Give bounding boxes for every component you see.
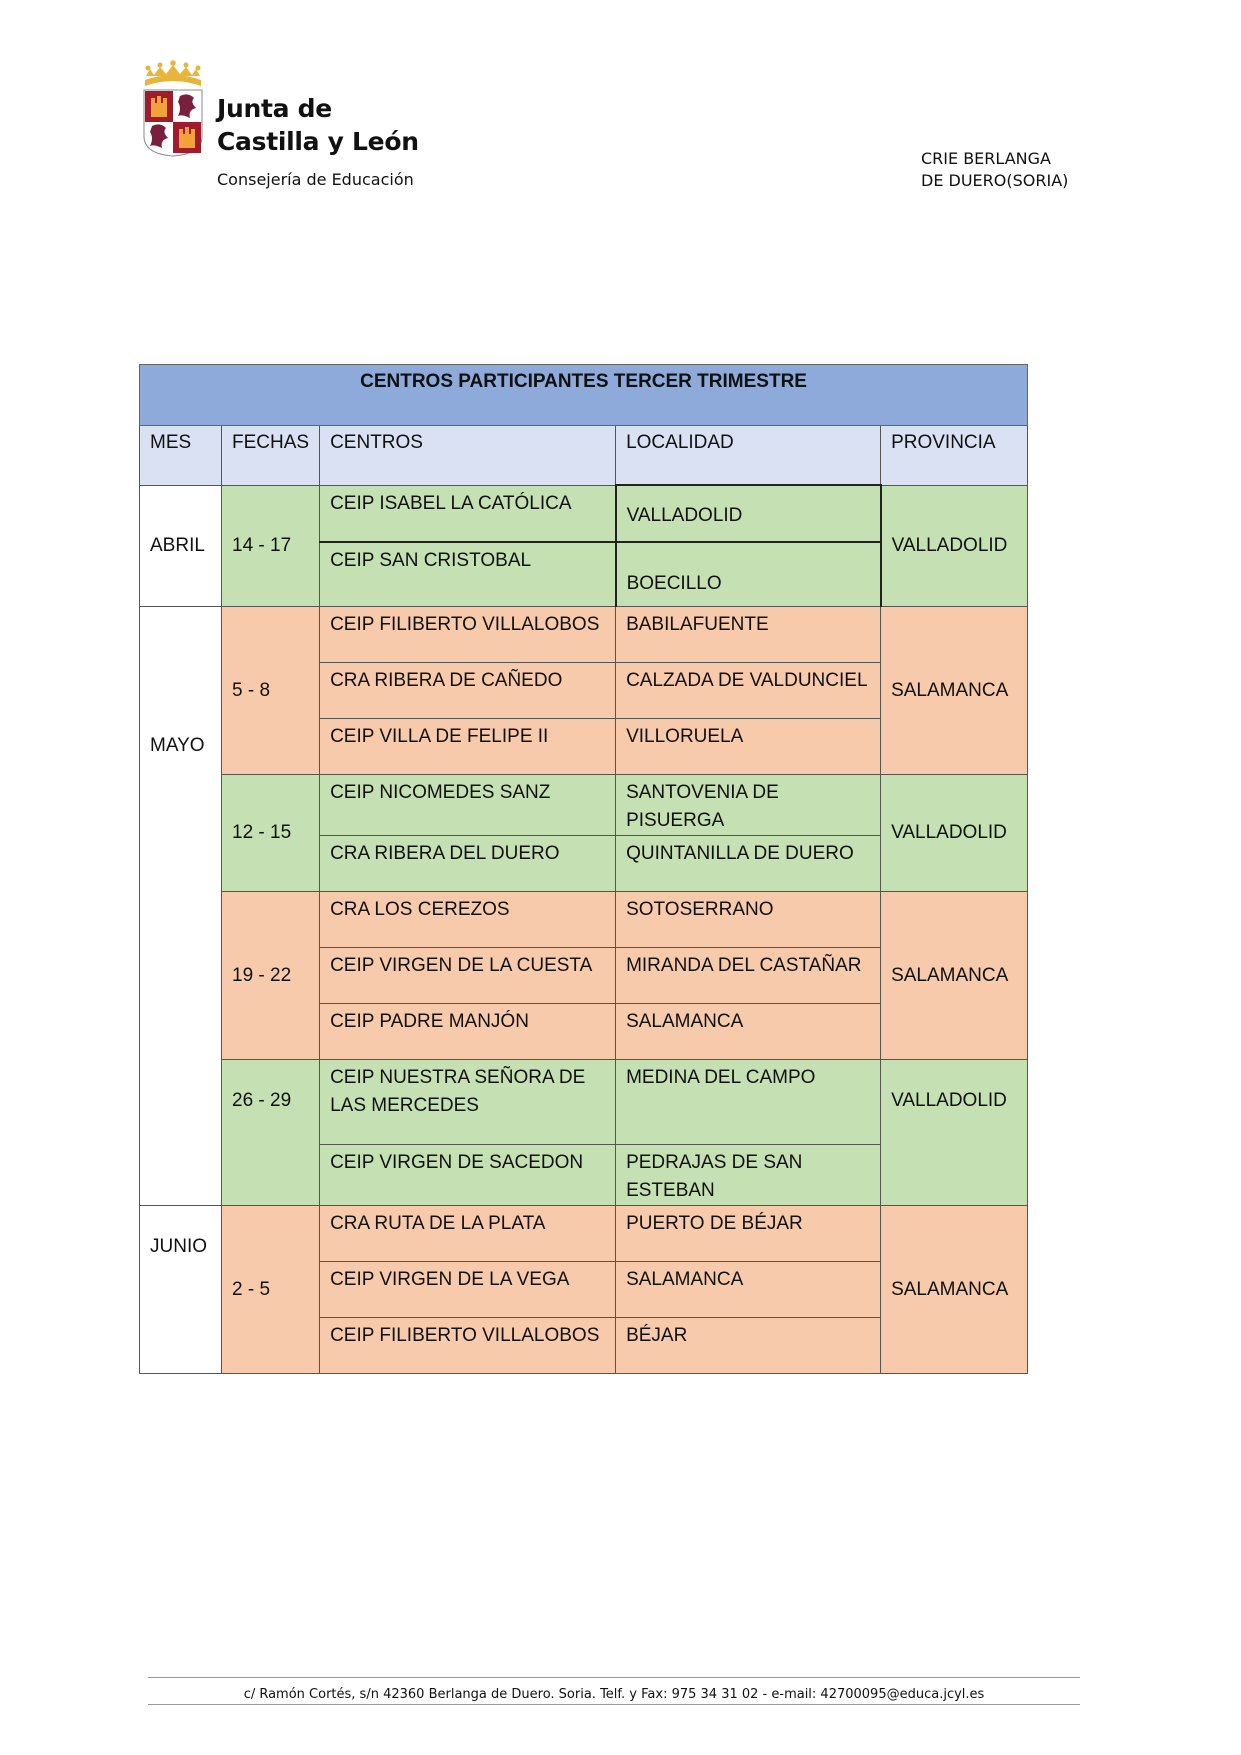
centro-cell: CEIP SAN CRISTOBAL — [320, 542, 616, 607]
localidad-cell: SOTOSERRANO — [616, 892, 881, 948]
schedule-table — [139, 364, 1028, 1374]
localidad-cell: PUERTO DE BÉJAR — [616, 1206, 881, 1262]
month-cell: JUNIO — [140, 1206, 222, 1374]
coat-of-arms-logo-icon — [142, 58, 204, 158]
localidad-cell: SALAMANCA — [616, 1004, 881, 1060]
centro-cell: CEIP NUESTRA SEÑORA DE LAS MERCEDES — [320, 1060, 616, 1145]
centro-cell: CRA RIBERA DEL DUERO — [320, 836, 616, 892]
month-cell: ABRIL — [140, 485, 222, 607]
dates-cell: 26 - 29 — [222, 1060, 320, 1206]
provincia-cell: VALLADOLID — [881, 775, 1028, 892]
localidad-cell: BOECILLO — [616, 542, 881, 607]
centro-cell: CEIP VIRGEN DE LA VEGA — [320, 1262, 616, 1318]
column-header-provincia: PROVINCIA — [881, 426, 1028, 486]
centro-cell: CRA RUTA DE LA PLATA — [320, 1206, 616, 1262]
centro-cell: CEIP VIRGEN DE LA CUESTA — [320, 948, 616, 1004]
centro-cell: CEIP VIRGEN DE SACEDON — [320, 1145, 616, 1206]
provincia-cell: SALAMANCA — [881, 892, 1028, 1060]
centro-cell: CRA LOS CEREZOS — [320, 892, 616, 948]
department-name: Consejería de Educación — [217, 170, 414, 189]
table-title-row — [140, 365, 1028, 426]
month-cell — [140, 607, 222, 1206]
localidad-cell: VILLORUELA — [616, 719, 881, 775]
dates-cell: 19 - 22 — [222, 892, 320, 1060]
centro-cell: CEIP PADRE MANJÓN — [320, 1004, 616, 1060]
localidad-cell: BÉJAR — [616, 1318, 881, 1374]
column-header-localidad: LOCALIDAD — [616, 426, 881, 486]
localidad-cell: SANTOVENIA DE PISUERGA — [616, 775, 881, 836]
table-row — [140, 607, 1028, 663]
provincia-cell: VALLADOLID — [881, 1060, 1028, 1206]
center-line-1: CRIE BERLANGA — [921, 149, 1051, 168]
localidad-cell: CALZADA DE VALDUNCIEL — [616, 663, 881, 719]
column-header-row — [140, 426, 1028, 486]
month-label: MAYO — [150, 735, 205, 756]
localidad-cell: VALLADOLID — [616, 485, 881, 542]
brand-name — [217, 92, 419, 158]
centro-cell: CEIP ISABEL LA CATÓLICA — [320, 485, 616, 542]
provincia-cell: SALAMANCA — [881, 607, 1028, 775]
table-row — [140, 892, 1028, 948]
centro-cell: CEIP FILIBERTO VILLALOBOS — [320, 607, 616, 663]
dates-cell: 5 - 8 — [222, 607, 320, 775]
localidad-cell: MEDINA DEL CAMPO — [616, 1060, 881, 1145]
provincia-cell: SALAMANCA — [881, 1206, 1028, 1374]
table-row — [140, 485, 1028, 542]
dates-cell: 12 - 15 — [222, 775, 320, 892]
brand-line-1: Junta de — [217, 94, 332, 123]
footer-divider-bottom — [148, 1704, 1080, 1705]
localidad-cell: QUINTANILLA DE DUERO — [616, 836, 881, 892]
localidad-cell: BABILAFUENTE — [616, 607, 881, 663]
table-title: CENTROS PARTICIPANTES TERCER TRIMESTRE — [140, 365, 1028, 426]
column-header-mes: MES — [140, 426, 222, 486]
center-name — [921, 148, 1068, 192]
dates-cell: 2 - 5 — [222, 1206, 320, 1374]
brand-line-2: Castilla y León — [217, 127, 419, 156]
footer-divider-top — [148, 1677, 1080, 1678]
table-row — [140, 775, 1028, 836]
table-row — [140, 1206, 1028, 1262]
localidad-cell: MIRANDA DEL CASTAÑAR — [616, 948, 881, 1004]
localidad-cell: PEDRAJAS DE SAN ESTEBAN — [616, 1145, 881, 1206]
column-header-centros: CENTROS — [320, 426, 616, 486]
center-line-2: DE DUERO(SORIA) — [921, 171, 1069, 190]
column-header-fechas: FECHAS — [222, 426, 320, 486]
table-row — [140, 1060, 1028, 1145]
provincia-cell: VALLADOLID — [881, 485, 1028, 607]
footer-address: c/ Ramón Cortés, s/n 42360 Berlanga de Duero. Soria. Telf. y Fax: 975 34 31 02 - e-mail: 42700095@educa.jcyl.es — [243, 1687, 985, 1702]
dates-cell: 14 - 17 — [222, 485, 320, 607]
centro-cell: CRA RIBERA DE CAÑEDO — [320, 663, 616, 719]
centro-cell: CEIP VILLA DE FELIPE II — [320, 719, 616, 775]
centro-cell: CEIP NICOMEDES SANZ — [320, 775, 616, 836]
localidad-cell: SALAMANCA — [616, 1262, 881, 1318]
centro-cell: CEIP FILIBERTO VILLALOBOS — [320, 1318, 616, 1374]
